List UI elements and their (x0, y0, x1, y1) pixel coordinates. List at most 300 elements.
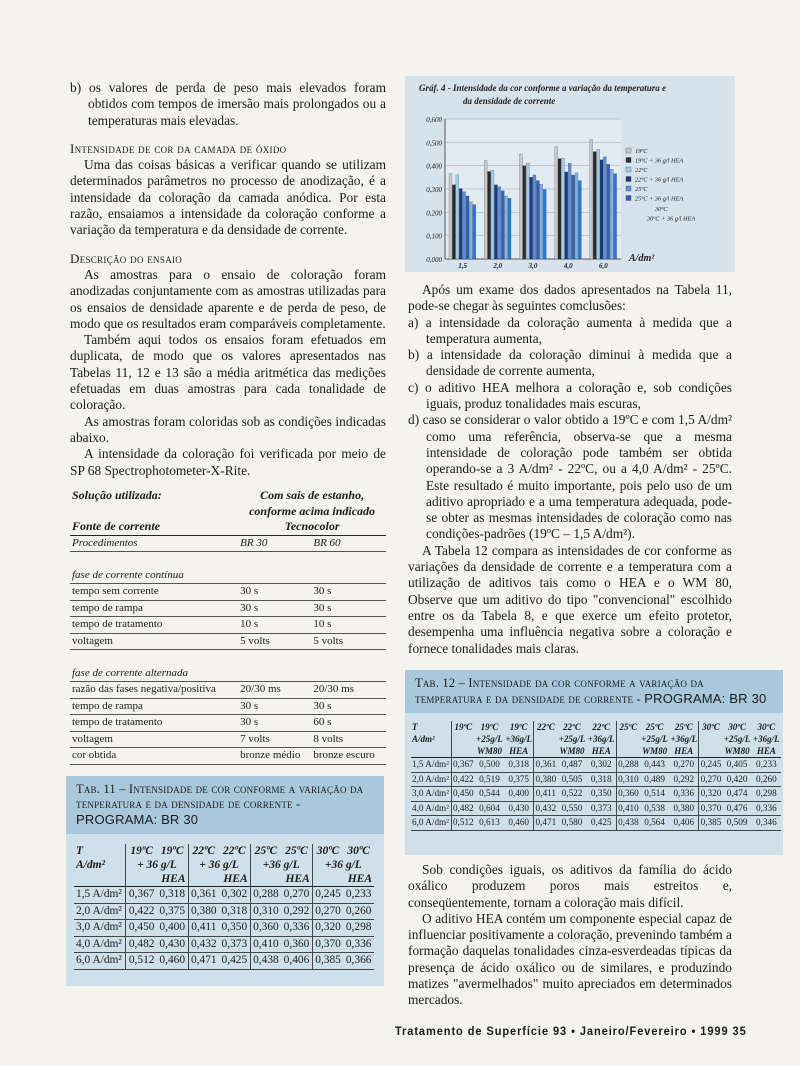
table-cell: 0,438 (616, 816, 640, 831)
paragraph: Uma das coisas básicas a verificar quando se utilizam determinados parâmetros no processo de anodização, é a intensidade da coloração da camada anódica. Por esta razão, ensaiamos a intensidade da coloração conforme a variação da temperatura e da densidade de corrente. (70, 157, 386, 238)
table-cell: 0,420 (723, 772, 752, 787)
table-cell: 0,375 (157, 903, 188, 920)
legend-label: 19ºC (635, 148, 648, 155)
table-cell: 0,373 (587, 801, 617, 816)
table-cell: 0,509 (723, 816, 752, 831)
legend-label: 22ºC + 36 g/l HEA (635, 176, 684, 184)
row-label: 2,0 A/dm² (411, 772, 451, 787)
table-cell: 0,318 (504, 758, 534, 773)
right-column-bottom (408, 862, 732, 1009)
table-cell: 0,367 (451, 758, 475, 773)
header-cell: 19ºC (504, 721, 534, 733)
list-item-a: a) a intensidade da coloração aumenta à medida que a temperatura aumenta, (408, 314, 732, 346)
bar (610, 169, 613, 259)
table-cell: 0,336 (669, 787, 699, 802)
table-cell: 0,487 (557, 758, 586, 773)
row-label: 4,0 A/dm² (74, 936, 126, 953)
table-cell: 0,460 (157, 953, 188, 970)
table-row (411, 772, 781, 787)
table-cell: 0,367 (126, 887, 157, 904)
table-cell: 0,292 (281, 903, 312, 920)
paragraph: As amostras foram coloridas sob as condições indicadas abaixo. (70, 413, 386, 445)
bar (614, 174, 617, 259)
table-12 (405, 670, 783, 855)
table-cell: razão das fases negativa/positiva (70, 682, 238, 699)
header-cell: 30ºC (757, 722, 776, 732)
bar (459, 189, 462, 259)
header-cell: HEA (504, 745, 534, 758)
header-cell: WM80 (475, 745, 504, 758)
table-cell: 30 s (311, 600, 386, 617)
x-tick-label: 4,0 (563, 262, 573, 270)
table-cell: 0,298 (752, 787, 781, 802)
table-cell: 0,245 (699, 758, 723, 773)
header-cell: 22ºC (537, 722, 555, 732)
header-cell: HEA (250, 872, 312, 887)
row-label: 1,5 A/dm² (74, 887, 126, 904)
table-cell: 0,350 (587, 787, 617, 802)
x-tick-label: 3,0 (528, 262, 538, 270)
right-column-top (408, 282, 732, 657)
paragraph: Sob condições iguais, os aditivos da família do ácido oxálico produzem poros mais estreitos e, conseqüentemente, tornam a coloração mais difícil. (408, 862, 732, 910)
table-11-grid (74, 844, 374, 970)
table-cell: 0,336 (752, 801, 781, 816)
chart-svg (405, 76, 735, 272)
chart-title: Gráf. 4 - Intensidade da cor conforme a variação da temperatura e (419, 83, 666, 93)
header-cell: + 36 g/L (126, 858, 188, 872)
table-12-grid (411, 721, 781, 831)
table-cell: 0,405 (723, 758, 752, 773)
table-cell: 30 s (311, 584, 386, 601)
table-row (74, 953, 374, 970)
table-12-title (405, 670, 783, 713)
list-item-d: d) caso se considerar o valor obtido a 19ºC e com 1,5 A/dm² como uma referência, observa-se que a mesma intensidade de coloração pode também ser obtida operando-se a 3 A/dm² - 22ºC, ou a 4,0 A/dm² - 25ºC. Este resultado é muito importante, pois pelo uso de um aditivo apropriado e a uma temperatura adequada, pode-se obter as mesmas intensidades de coloração como nas condições-padrões (19ºC – 1,5 A/dm²). (408, 412, 732, 542)
header-cell: WM80 (557, 745, 586, 758)
paragraph: O aditivo HEA contém um componente especial capaz de influenciar positivamente a coloração, prevenindo também a formação daquelas tonalidades cinza-esverdeadas típicas da presença de ácido oxálico ou de similares, e produzindo matizes "avermelhados" muito apreciados em determinados mercados. (408, 910, 732, 1008)
section-title-test: Descrição do ensaio (70, 250, 183, 266)
table-cell: 0,233 (752, 758, 781, 773)
header-cell: T (411, 721, 451, 733)
bar (530, 177, 533, 259)
header-cell: HEA (312, 872, 374, 887)
header-cell: +36g/L (505, 734, 532, 744)
bar (597, 149, 600, 259)
bar (558, 159, 561, 259)
bar (590, 140, 593, 259)
page-footer: Tratamento de Superfície 93 • Janeiro/Fevereiro • 1999 35 (395, 1024, 747, 1038)
x-tick-label: 2,0 (493, 262, 503, 270)
table-cell: 0,270 (281, 887, 312, 904)
table-cell: 20/30 ms (238, 682, 311, 699)
legend-label: 30ºC + 36 g/l HEA (647, 215, 696, 223)
header-cell: + 36 g/L (188, 858, 250, 872)
bar (488, 172, 491, 260)
table-cell: 0,260 (343, 903, 374, 920)
legend-label: 30ºC (655, 206, 668, 213)
table-cell: 0,422 (451, 772, 475, 787)
bar (555, 147, 558, 259)
program-label: PROGRAMA: BR 30 (76, 812, 199, 827)
y-tick-label: 0,600 (426, 116, 442, 124)
table-row (74, 920, 374, 937)
table-cell: 0,564 (640, 816, 669, 831)
table-cell: 0,302 (587, 758, 617, 773)
table-cell: 0,411 (188, 920, 219, 937)
header-cell: +36 g/L (324, 859, 362, 871)
program-label: PROGRAMA: BR 30 (644, 691, 767, 706)
header-cell: HEA (752, 745, 781, 758)
bar (526, 163, 529, 259)
row-label: 4,0 A/dm² (411, 801, 451, 816)
table-cell: 0,318 (587, 772, 617, 787)
table-cell: tempo de rampa (70, 600, 238, 617)
table-cell: 0,288 (616, 758, 640, 773)
table-cell: 0,320 (312, 920, 343, 937)
bar (607, 164, 610, 259)
header-cell: 30ºC (702, 722, 720, 732)
header-cell: 25ºC (254, 845, 278, 857)
table-cell: tempo de rampa (70, 698, 238, 715)
table-cell: 0,406 (281, 953, 312, 970)
legend-label: 25ºC + 36 g/l HEA (635, 195, 684, 203)
solution-value: Com sais de estanho, (260, 488, 365, 503)
legend-swatch (626, 158, 631, 163)
table-cell: tempo sem corrente (70, 584, 238, 601)
header-cell: +25g/L (476, 734, 503, 744)
table-cell: 0,310 (250, 903, 281, 920)
header-cell: T (74, 844, 126, 858)
legend-swatch (626, 177, 631, 182)
legend-label: 25ºC (635, 186, 648, 193)
table-cell: 0,360 (281, 936, 312, 953)
bar (536, 181, 539, 259)
table-cell: 30 s (238, 715, 311, 732)
source-value: Tecnocolor (238, 519, 386, 535)
legend-swatch (626, 148, 631, 153)
paragraph: Após um exame dos dados apresentados na Tabela 11, pode-se chegar às seguintes comclusões: (408, 282, 732, 314)
header-cell: 25ºC (619, 722, 638, 732)
table-cell: 0,544 (475, 787, 504, 802)
bar (494, 185, 497, 259)
header-cell: 25ºC (669, 721, 699, 733)
table-row (411, 787, 781, 802)
table-cell: voltagem (70, 633, 238, 650)
table-cell: 0,425 (587, 816, 617, 831)
y-tick-label: 0,400 (426, 162, 442, 171)
phase-alternating: fase de corrente alternada (70, 666, 386, 682)
table-cell: 0,443 (640, 758, 669, 773)
table-cell: 0,471 (188, 953, 219, 970)
table-cell: 60 s (311, 715, 386, 732)
bar (456, 175, 459, 259)
header-cell: 19ºC (454, 722, 473, 732)
table-cell: 0,288 (250, 887, 281, 904)
table-11-title (66, 776, 384, 834)
bar (568, 163, 571, 259)
header-cell: 19ºC (130, 845, 153, 857)
header-cell: 19ºC (480, 722, 499, 732)
header-cell: WM80 (723, 745, 752, 758)
header-cell: +36 g/L (250, 858, 312, 872)
table-cell: 0,318 (219, 903, 250, 920)
paragraph: A intensidade da coloração foi verificada por meio de SP 68 Spectrophotometer-X-Rite. (70, 446, 386, 478)
header-cell: +25g/L (641, 734, 668, 744)
table-cell: 0,505 (557, 772, 586, 787)
table-cell: 0,270 (699, 772, 723, 787)
bar (600, 160, 603, 259)
list-item-c: c) o aditivo HEA melhora a coloração e, sob condições iguais, produz tonalidades mais escuras, (408, 379, 732, 412)
table-cell: 0,310 (616, 772, 640, 787)
table-cell: 0,580 (557, 816, 586, 831)
bar (519, 154, 522, 259)
paragraph: A Tabela 12 compara as intensidades de cor conforme as variações da densidade de corrente e a temperatura com a utilização de aditivos tais como o HEA e o WM 80, Observe que um aditivo do tipo "convencional" escolhido entre os da Tabela 8, e que exerce um efeito protetor, desempenha uma influência negativa sobre a coloração e fornece tonalidades mais claras. (408, 542, 732, 656)
bar (491, 170, 494, 259)
item-b: b) os valores de perda de peso mais elevados foram obtidos com tempos de imersão mais prolongados ou a temperaturas mais elevadas. (70, 80, 386, 128)
table-cell: 8 volts (311, 731, 386, 748)
table-cell: 0,302 (219, 887, 250, 904)
table-cell: 0,471 (534, 816, 558, 831)
y-tick-label: 0,100 (426, 232, 442, 241)
table-cell: 0,512 (451, 816, 475, 831)
table-cell: 0,432 (188, 936, 219, 953)
table-11 (66, 776, 384, 986)
table-cell: 30 s (238, 600, 311, 617)
y-tick-label: 0,200 (426, 209, 442, 218)
legend-swatch (626, 186, 631, 191)
section-title-color: Intensidade de cor da camada de óxido (70, 140, 287, 156)
table-cell: 0,350 (219, 920, 250, 937)
table-cell: 0,380 (188, 903, 219, 920)
table-cell: 10 s (311, 617, 386, 634)
table-cell: 0,366 (343, 953, 374, 970)
bar (578, 181, 581, 259)
table-cell: 0,430 (504, 801, 534, 816)
bar (603, 157, 606, 259)
header-cell: WM80 (640, 745, 669, 758)
header-cell: 19ºC (157, 844, 188, 858)
table-cell: 0,336 (343, 936, 374, 953)
table-cell: 0,361 (188, 887, 219, 904)
table-cell: 0,336 (281, 920, 312, 937)
bar (523, 166, 526, 259)
header-cell: HEA (188, 872, 250, 887)
list-item-b: b) a intensidade da coloração diminui à medida que a densidade de corrente aumenta, (408, 347, 732, 379)
table-cell: 0,370 (312, 936, 343, 953)
table-cell: 20/30 ms (311, 682, 386, 699)
header-cell: +25g/L (558, 734, 586, 744)
bar (593, 152, 596, 259)
header-cell: 30ºC (728, 722, 746, 732)
table-title-text: Tab. 12 – Intensidade da cor conforme a variação da temperatura e da densidade de corrente - (415, 676, 704, 706)
header-cell: 22ºC (587, 721, 617, 733)
br60-header: BR 60 (311, 535, 386, 552)
table-cell: 0,380 (669, 801, 699, 816)
header-cell: +25g/L (723, 734, 751, 744)
table-cell: 0,292 (669, 772, 699, 787)
table-cell: tempo de tratamento (70, 715, 238, 732)
table-cell: 0,318 (157, 887, 188, 904)
table-row (74, 903, 374, 920)
table-cell: 0,476 (723, 801, 752, 816)
row-label: 2,0 A/dm² (74, 903, 126, 920)
header-cell: HEA (669, 745, 699, 758)
bar (533, 175, 536, 259)
bar (565, 172, 568, 259)
header-cell: +36g/L (670, 734, 698, 744)
bar (466, 196, 469, 259)
bar (572, 175, 575, 259)
table-cell: 0,346 (752, 816, 781, 831)
legend-swatch (626, 167, 631, 172)
table-cell: 0,432 (534, 801, 558, 816)
table-cell: 0,410 (250, 936, 281, 953)
header-cell: 22ºC (192, 845, 216, 857)
table-cell: 0,411 (534, 787, 558, 802)
table-row (74, 936, 374, 953)
bar (540, 184, 543, 259)
row-label: 6,0 A/dm² (411, 816, 451, 831)
table-cell: 30 s (311, 698, 386, 715)
header-cell: A/dm² (74, 858, 126, 872)
left-column (70, 80, 386, 479)
table-cell: 0,270 (312, 903, 343, 920)
bar (501, 191, 504, 259)
source-label: Fonte de corrente (70, 519, 238, 535)
paragraph: Também aqui todos os ensaios foram efetuados em duplicata, de modo que os valores apresentados nas Tabelas 11, 12 e 13 são a média aritmética das medições efetuadas em duas amostras para cada tonalidade de coloração. (70, 332, 386, 413)
x-tick-label: 1,5 (458, 262, 467, 270)
bar (463, 192, 466, 259)
table-cell: 0,519 (475, 772, 504, 787)
table-title-text: Tab. 11 – Intensidade de cor conforme a variação da tenperatura e da densidade de corrente - (76, 782, 364, 811)
chart-title-line2: da densidade de corrente (463, 96, 556, 106)
table-cell: 0,422 (126, 903, 157, 920)
table-cell: 5 volts (238, 633, 311, 650)
y-tick-label: 0,500 (426, 139, 442, 148)
header-cell: 25ºC (281, 844, 312, 858)
y-tick-label: 0,300 (426, 186, 442, 194)
header-cell: HEA (587, 745, 617, 758)
bar (469, 202, 472, 259)
phase-continuous: fase de corrente contínua (70, 568, 386, 584)
table-row (411, 816, 781, 831)
row-label: 3,0 A/dm² (411, 787, 451, 802)
table-cell: 0,320 (699, 787, 723, 802)
procedures-header: Procedimentos (70, 535, 238, 552)
table-cell: 0,489 (640, 772, 669, 787)
table-cell: 0,514 (640, 787, 669, 802)
paragraph: As amostras para o ensaio de coloração foram anodizadas conjuntamente com as amostras utilizadas para os ensaios de densidade aparente e de perda de peso, de modo que os resultados eram comparáveis completamente. (70, 266, 386, 331)
bar (508, 198, 511, 259)
table-cell: 0,450 (451, 787, 475, 802)
table-cell: 0,373 (219, 936, 250, 953)
table-cell: 0,361 (534, 758, 558, 773)
row-label: 1,5 A/dm² (411, 758, 451, 773)
legend-swatch (626, 196, 631, 201)
header-cell: 30ºC (316, 845, 340, 857)
solution-table (70, 488, 386, 765)
table-cell: 0,380 (534, 772, 558, 787)
legend-label: 19ºC + 36 g/l HEA (635, 157, 684, 165)
table-cell: 0,260 (752, 772, 781, 787)
bar (484, 161, 487, 259)
table-cell: 0,512 (126, 953, 157, 970)
table-cell: 0,438 (250, 953, 281, 970)
br30-header: BR 30 (238, 535, 311, 552)
header-cell: HEA (126, 872, 188, 887)
row-label: 6,0 A/dm² (74, 953, 126, 970)
table-cell: 30 s (238, 698, 311, 715)
header-cell: 30ºC (347, 845, 370, 857)
table-cell: 0,370 (699, 801, 723, 816)
header-cell: +36g/L (753, 734, 780, 744)
table-cell: 0,385 (312, 953, 343, 970)
table-cell: 30 s (238, 584, 311, 601)
header-cell: A/dm² (411, 733, 451, 745)
table-cell: 5 volts (311, 633, 386, 650)
bar (498, 187, 501, 259)
table-cell: 0,245 (312, 887, 343, 904)
header-cell: 25ºC (645, 722, 664, 732)
header-cell: +36g/L (587, 734, 615, 744)
chart-4 (405, 76, 735, 272)
bar (473, 205, 476, 259)
table-cell: 0,410 (616, 801, 640, 816)
table-cell: voltagem (70, 731, 238, 748)
table-cell: 0,522 (557, 787, 586, 802)
bar (561, 158, 564, 259)
table-cell: 0,604 (475, 801, 504, 816)
bar (575, 173, 578, 259)
table-cell: bronze escuro (311, 748, 386, 765)
table-row (411, 801, 781, 816)
table-cell: 0,233 (343, 887, 374, 904)
row-label: 3,0 A/dm² (74, 920, 126, 937)
table-cell: 0,400 (157, 920, 188, 937)
table-cell: bronze médio (238, 748, 311, 765)
y-tick-label: 0,000 (426, 256, 442, 264)
table-cell: 0,385 (699, 816, 723, 831)
table-cell: 7 volts (238, 731, 311, 748)
table-cell: 0,270 (669, 758, 699, 773)
x-tick-label: 6,0 (599, 262, 608, 270)
table-cell: 0,375 (504, 772, 534, 787)
table-cell: cor obtida (70, 748, 238, 765)
table-cell: 0,430 (157, 936, 188, 953)
bar (543, 189, 546, 259)
x-axis-label: A/dm² (629, 253, 655, 264)
table-cell: 0,538 (640, 801, 669, 816)
header-cell: 22ºC (219, 844, 250, 858)
table-cell: 0,482 (126, 936, 157, 953)
table-cell: 0,482 (451, 801, 475, 816)
table-row (74, 887, 374, 904)
table-cell: 0,406 (669, 816, 699, 831)
table-cell: 0,400 (504, 787, 534, 802)
bar (452, 185, 455, 259)
header-cell: 22ºC (563, 722, 581, 732)
table-cell: 0,474 (723, 787, 752, 802)
table-cell: 0,360 (616, 787, 640, 802)
table-cell: 0,425 (219, 953, 250, 970)
table-row (411, 758, 781, 773)
table-cell: 0,500 (475, 758, 504, 773)
bar (505, 196, 508, 259)
table-cell: 10 s (238, 617, 311, 634)
legend-label: 22ºC (635, 167, 648, 174)
table-cell: tempo de tratamento (70, 617, 238, 634)
solution-value: conforme acima indicado (249, 503, 376, 518)
table-cell: 0,360 (250, 920, 281, 937)
